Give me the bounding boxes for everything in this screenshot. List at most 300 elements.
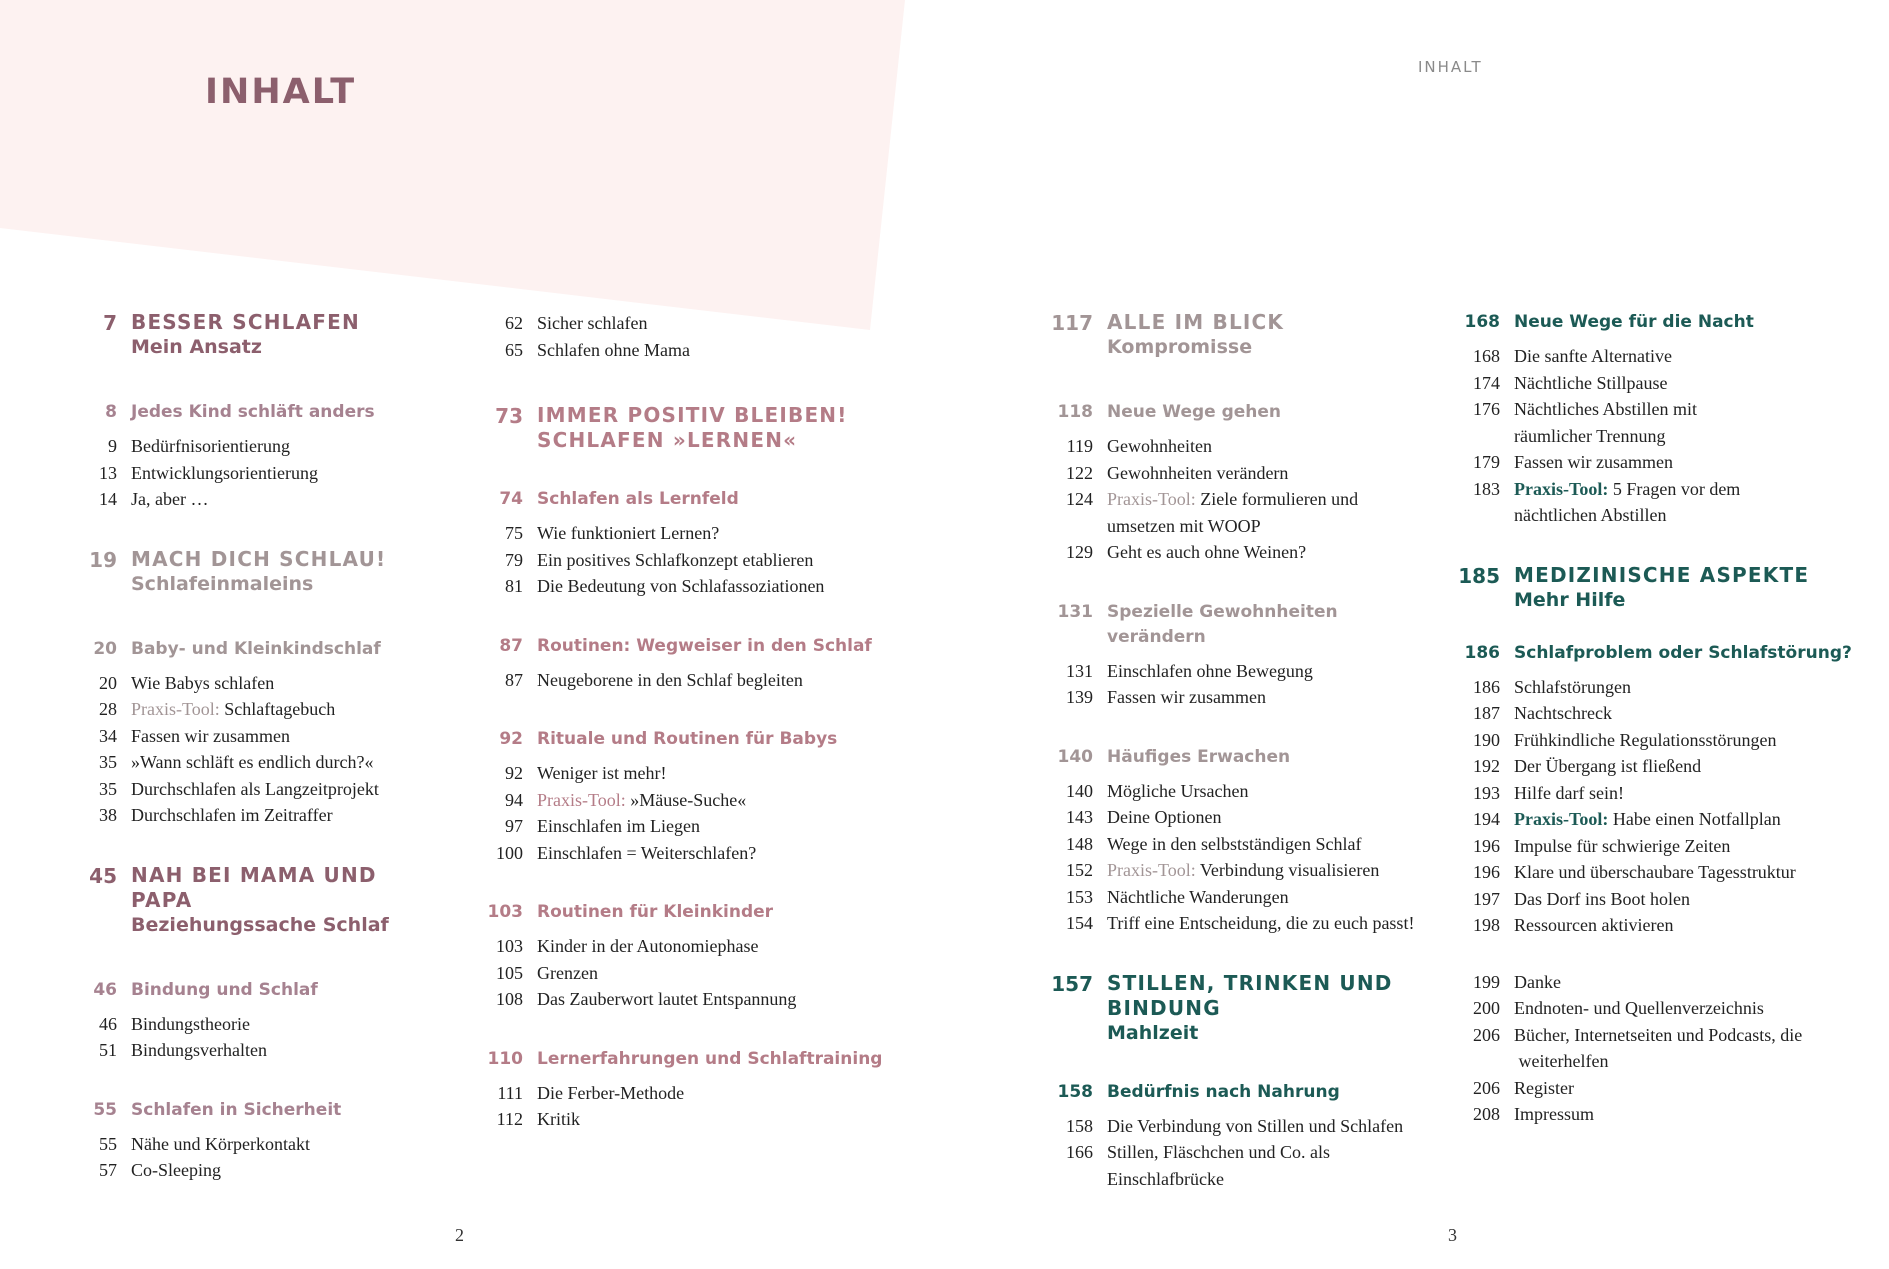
section-title: Bedürfnis nach Nahrung [1107,1081,1340,1102]
chapter-title: NAH BEI MAMA UND PAPA [131,862,377,912]
toc-entry[interactable] [1455,370,1855,397]
toc-entry[interactable] [1455,396,1855,423]
toc-entry[interactable] [1048,486,1433,513]
back-matter-list [1455,969,1855,1128]
toc-entry[interactable] [1455,969,1855,996]
toc-entry[interactable] [478,520,888,547]
entry-page: 154 [1066,913,1093,933]
entry-title: Das Dorf ins Boot holen [1514,888,1690,909]
entry-title: Mögliche Ursachen [1107,780,1249,801]
toc-entry[interactable] [478,840,888,867]
entry-page: 55 [99,1133,117,1154]
section-continued [478,310,888,363]
page-number-right: 3 [1448,1225,1457,1245]
toc-entry[interactable] [1455,449,1855,476]
toc-entry[interactable] [72,1131,432,1158]
section-title: Jedes Kind schläft anders [131,402,375,422]
toc-entry[interactable] [478,337,888,364]
chapter-title: MEDIZINISCHE ASPEKTE [1514,562,1810,587]
chapter-subtitle: Mein Ansatz [131,336,262,358]
toc-entry[interactable] [1048,1139,1433,1166]
section-title: Neue Wege gehen [1107,402,1282,422]
toc-entry[interactable] [1455,995,1855,1022]
entry-page: 152 [1066,860,1093,880]
entry-title: Ressourcen aktivieren [1514,915,1674,935]
entry-page: 13 [99,462,117,483]
section-baby-kleinkindschlaf [72,637,432,829]
entry-title: Kritik [537,1109,580,1129]
toc-entry[interactable] [72,486,432,513]
entry-page: 100 [496,842,523,863]
entry-page: 62 [505,313,523,333]
entry-page: 206 [1473,1077,1500,1098]
entry-title: Gewohnheiten verändern [1107,462,1289,483]
section-neue-wege-nacht [1455,310,1855,529]
entry-page [1048,1166,1093,1193]
toc-entry[interactable] [478,310,888,337]
toc-entry[interactable] [478,813,888,840]
toc-entry[interactable] [1455,1075,1855,1102]
toc-entry[interactable] [1455,727,1855,754]
entry-title: 5 Fragen vor dem [1608,478,1741,499]
section-page-number: 168 [1464,312,1500,332]
toc-entry[interactable] [72,802,432,829]
chapter-title-line-2: SCHLAFEN »LERNEN« [537,428,798,452]
entry-page: 124 [1066,489,1093,509]
entry-page: 103 [496,936,523,956]
entry-title: Wie Babys schlafen [131,672,275,693]
section-heading[interactable] [72,637,432,662]
section-jedes-kind [72,400,432,513]
entry-page: 112 [496,1109,523,1129]
chapter-immer-positiv[interactable] [478,403,888,453]
entry-title: Danke [1514,971,1561,992]
chapter-title: BESSER SCHLAFEN [131,310,360,334]
entry-title: Das Zauberwort lautet Entspannung [537,989,797,1009]
entry-page [1455,423,1500,450]
entry-title: Verbindung visualisieren [1195,860,1380,880]
entry-title: Der Übergang ist fließend [1514,756,1702,776]
entry-title: Grenzen [537,962,598,983]
entry-page: 51 [99,1040,117,1060]
section-title: Schlafproblem oder Schlafstörung? [1514,642,1852,663]
section-rituale-babys [478,727,888,866]
entry-page: 122 [1066,462,1093,483]
toc-entry[interactable] [478,667,888,694]
entry-page: 46 [99,1013,117,1034]
toc-entry[interactable] [1048,460,1433,487]
section-bindung-schlaf [72,978,432,1064]
toc-entry[interactable] [1455,780,1855,807]
entry-title: Wie funktioniert Lernen? [537,523,720,543]
section-page-number: 74 [499,489,523,509]
toc-entry[interactable] [1455,343,1855,370]
entry-title: Endnoten- und Quellenverzeichnis [1514,998,1764,1018]
toc-entry[interactable] [1048,910,1433,937]
toc-entry-continued [1048,513,1433,540]
chapter-page-number: 157 [1051,971,1093,996]
entry-title: Klare und überschaubare Tagesstruktur [1514,862,1796,882]
section-title: Häufiges Erwachen [1107,746,1291,767]
chapter-besser-schlafen[interactable] [72,310,432,360]
chapter-subtitle: Mahlzeit [1107,1021,1199,1044]
entry-page: 81 [505,576,523,596]
entry-title: Nachtschreck [1514,703,1612,723]
section-page-number: 110 [487,1048,523,1069]
chapter-page-number: 185 [1458,563,1500,588]
chapter-title: MACH DICH SCHLAU! [131,546,387,571]
toc-entry[interactable] [72,1037,432,1064]
section-heading[interactable] [72,1098,432,1123]
entry-page: 87 [505,669,523,690]
entry-page: 92 [505,763,523,783]
entry-page: 9 [108,436,117,456]
entry-title: Nächtliche Stillpause [1514,372,1668,393]
toc-entry[interactable] [1048,1113,1433,1140]
section-heading[interactable] [1048,1080,1433,1105]
chapter-page-number: 117 [1051,311,1093,335]
toc-entry[interactable] [72,749,432,776]
section-page-number: 46 [93,979,117,1000]
toc-entry[interactable] [1455,806,1855,833]
entry-title: Einschlafen ohne Bewegung [1107,660,1313,681]
entry-title: Die sanfte Alternative [1514,346,1672,366]
entry-page: 192 [1473,756,1500,776]
entry-title: Gewohnheiten [1107,436,1212,456]
section-page-number: 20 [93,638,117,659]
entry-title: Fassen wir zusammen [1107,687,1266,707]
entry-title: Ziele formulieren und [1195,489,1359,509]
entry-title: Nächtliches Abstillen mit [1514,399,1697,419]
entry-page: 20 [99,672,117,693]
section-page-number: 186 [1464,642,1500,663]
entry-title: Schlafen ohne Mama [537,339,690,360]
chapter-page-number: 73 [495,404,523,428]
toc-entry[interactable] [478,1080,888,1107]
entry-title: Hilfe darf sein! [1514,782,1624,803]
toc-entry-continued [1455,1048,1855,1075]
section-page-number: 158 [1057,1081,1093,1102]
entry-title: Ja, aber … [131,489,209,509]
section-heading[interactable] [1048,745,1433,770]
toc-entry[interactable] [72,1011,432,1038]
toc-entry[interactable] [72,696,432,723]
section-title: Schlafen in Sicherheit [131,1099,342,1120]
entry-page: 193 [1473,782,1500,803]
toc-entry[interactable] [72,1157,432,1184]
section-title: Lernerfahrungen und Schlaftraining [537,1048,883,1069]
toc-entry[interactable] [1048,658,1433,685]
entry-page: 139 [1066,687,1093,707]
section-routinen-kleinkinder [478,900,888,1013]
section-heading[interactable] [72,400,432,425]
chapter-nah-bei-mama[interactable] [72,863,432,938]
toc-entry[interactable] [478,986,888,1013]
entry-page: 79 [505,549,523,570]
entry-page: 35 [99,778,117,799]
section-page-number: 131 [1057,601,1093,622]
chapter-subtitle: Mehr Hilfe [1514,588,1626,611]
entry-title: umsetzen mit WOOP [1107,515,1261,536]
section-heading[interactable] [1048,400,1433,425]
page-number-left: 2 [455,1225,464,1245]
section-beduerfnis-nahrung [1048,1080,1433,1193]
entry-title: Sicher schlafen [537,313,648,333]
entry-page: 196 [1473,862,1500,882]
toc-entry[interactable] [1455,1022,1855,1049]
entry-page: 148 [1066,833,1093,854]
toc-entry[interactable] [478,573,888,600]
entry-page: 108 [496,989,523,1009]
entry-page: 198 [1473,915,1500,935]
toc-entry[interactable] [1455,886,1855,913]
entry-title: Durchschlafen als Langzeitprojekt [131,778,379,799]
entry-page: 208 [1473,1104,1500,1124]
entry-page: 143 [1066,807,1093,827]
entry-title: Schlafstörungen [1514,676,1631,697]
section-heading[interactable] [72,978,432,1003]
entry-page: 158 [1066,1115,1093,1136]
chapter-subtitle: Beziehungssache Schlaf [131,913,389,936]
toc-entry-continued [1048,1166,1433,1193]
section-heading[interactable] [1455,310,1855,335]
entry-title: Bindungsverhalten [131,1040,267,1060]
section-title: Neue Wege für die Nacht [1514,312,1754,332]
toc-entry[interactable] [1455,753,1855,780]
entry-title: Weniger ist mehr! [537,763,667,783]
entry-title: Schlaftagebuch [219,699,336,719]
entry-page: 105 [496,962,523,983]
entry-page: 14 [99,489,117,509]
entry-title: Wege in den selbstständigen Schlaf [1107,833,1362,854]
entry-page: 129 [1066,542,1093,562]
entry-page [1048,513,1093,540]
entry-title: Die Verbindung von Stillen und Schlafen [1107,1115,1404,1136]
entry-page: 153 [1066,886,1093,907]
toc-entry[interactable] [72,723,432,750]
entry-title: Die Ferber-Methode [537,1082,685,1103]
entry-title: Fassen wir zusammen [131,725,290,746]
entry-page: 176 [1473,399,1500,419]
entry-page: 187 [1473,703,1500,723]
section-neue-wege [1048,400,1433,566]
entry-page: 196 [1473,835,1500,856]
praxis-tool-label: Praxis-Tool: [131,699,220,719]
entry-page: 183 [1473,478,1500,499]
section-heading[interactable] [478,727,888,752]
entry-title: nächtlichen Abstillen [1514,505,1667,525]
toc-entry[interactable] [1048,539,1433,566]
toc-entry[interactable] [72,433,432,460]
toc-entry[interactable] [1455,912,1855,939]
toc-entry[interactable] [1048,804,1433,831]
entry-title: Durchschlafen im Zeitraffer [131,805,333,825]
entry-title: Frühkindliche Regulationsstörungen [1514,729,1777,750]
toc-column-1 [72,310,432,1218]
toc-entry[interactable] [478,760,888,787]
entry-title: Neugeborene in den Schlaf begleiten [537,669,803,690]
entry-page: 131 [1066,660,1093,681]
section-page-number: 92 [499,729,523,749]
section-spezielle-gewohnheiten [1048,600,1433,711]
entry-page: 200 [1473,998,1500,1018]
chapter-page-number: 19 [89,547,117,572]
entry-title: Nächtliche Wanderungen [1107,886,1289,907]
section-title: Spezielle Gewohnheiten verändern [1107,601,1338,647]
entry-title: räumlicher Trennung [1514,425,1666,446]
entry-title: Bedürfnisorientierung [131,436,290,456]
entry-page: 34 [99,725,117,746]
section-heading[interactable] [478,634,888,659]
toc-entry[interactable] [72,670,432,697]
chapter-title-line-2: BINDUNG [1107,995,1221,1020]
entry-title: Die Bedeutung von Schlafassoziationen [537,576,825,596]
section-page-number: 118 [1057,402,1093,422]
section-heading[interactable] [478,1047,888,1072]
praxis-tool-label: Praxis-Tool: [1514,478,1609,499]
toc-entry[interactable] [478,933,888,960]
entry-page: 168 [1473,346,1500,366]
section-title: Routinen: Wegweiser in den Schlaf [537,635,872,656]
toc-column-2 [478,310,888,1167]
chapter-mach-dich-schlau[interactable] [72,547,432,597]
entry-page: 38 [99,805,117,825]
toc-entry[interactable] [1048,857,1433,884]
entry-page: 94 [505,789,523,810]
toc-column-4 [1455,310,1855,1162]
entry-page: 194 [1473,809,1500,829]
section-title: Routinen für Kleinkinder [537,902,774,922]
chapter-title: STILLEN, TRINKEN UND [1107,970,1393,995]
entry-title: Kinder in der Autonomiephase [537,936,759,956]
entry-title: Deine Optionen [1107,807,1222,827]
section-heading[interactable] [1455,641,1855,666]
entry-title: »Wann schläft es endlich durch?« [131,752,374,772]
entry-title: Einschlafen im Liegen [537,816,700,836]
entry-title: Geht es auch ohne Weinen? [1107,542,1307,562]
chapter-page-number: 45 [89,863,117,888]
entry-title: Impressum [1514,1104,1594,1124]
entry-page: 174 [1473,372,1500,393]
section-page-number: 140 [1057,746,1093,767]
toc-entry[interactable] [72,460,432,487]
entry-page: 197 [1473,888,1500,909]
entry-title: Nähe und Körperkontakt [131,1133,310,1154]
section-lernerfahrungen [478,1047,888,1133]
toc-entry[interactable] [1455,859,1855,886]
section-title: Rituale und Routinen für Babys [537,729,838,749]
praxis-tool-label: Praxis-Tool: [1514,809,1609,829]
entry-page: 140 [1066,780,1093,801]
section-title: Baby- und Kleinkindschlaf [131,638,381,659]
entry-title: Entwicklungsorientierung [131,462,318,483]
entry-page: 179 [1473,452,1500,472]
section-heading[interactable] [478,900,888,925]
entry-title: Einschlafbrücke [1107,1168,1224,1189]
running-head: INHALT [1418,58,1483,76]
entry-page: 119 [1066,436,1093,456]
section-title: Schlafen als Lernfeld [537,489,739,509]
toc-column-3 [1048,310,1433,1226]
chapter-subtitle: Kompromisse [1107,336,1253,358]
section-page-number: 8 [105,402,117,422]
section-schlafen-lernfeld [478,487,888,600]
toc-entry[interactable] [1455,833,1855,860]
toc-entry[interactable] [478,1106,888,1133]
section-heading[interactable] [1048,600,1433,650]
section-routinen-wegweiser [478,634,888,694]
entry-page: 206 [1473,1024,1500,1045]
entry-title: Bücher, Internetseiten und Podcasts, die [1514,1024,1803,1045]
section-title: Bindung und Schlaf [131,979,318,1000]
toc-entry[interactable] [1048,831,1433,858]
entry-page: 97 [505,816,523,836]
entry-page [1455,1048,1500,1075]
entry-title: weiterhelfen [1514,1051,1609,1071]
entry-title: Einschlafen = Weiterschlafen? [537,842,757,863]
toc-entry-continued [1455,502,1855,529]
entry-page: 57 [99,1160,117,1180]
chapter-medizinische-aspekte[interactable] [1455,563,1855,613]
chapter-alle-im-blick[interactable] [1048,310,1433,360]
section-schlafen-sicherheit [72,1098,432,1184]
entry-title: Co-Sleeping [131,1160,221,1180]
entry-page: 166 [1066,1142,1093,1162]
toc-entry[interactable] [1048,684,1433,711]
entry-page [1455,502,1500,529]
toc-entry[interactable] [1455,476,1855,503]
toc-entry-continued [1455,423,1855,450]
praxis-tool-label: Praxis-Tool: [537,789,626,810]
entry-title: Stillen, Fläschchen und Co. als [1107,1142,1330,1162]
entry-page: 65 [505,339,523,360]
praxis-tool-label: Praxis-Tool: [1107,860,1196,880]
entry-title: Fassen wir zusammen [1514,452,1673,472]
section-heading[interactable] [478,487,888,512]
toc-entry[interactable] [478,547,888,574]
chapter-subtitle: Schlafeinmaleins [131,572,314,595]
section-schlafproblem [1455,641,1855,1128]
chapter-stillen-trinken[interactable] [1048,971,1433,1046]
entry-title: »Mäuse-Suche« [625,789,747,810]
toc-entry[interactable] [478,787,888,814]
page-title: INHALT [205,72,357,112]
toc-entry[interactable] [72,776,432,803]
entry-page: 75 [505,523,523,543]
section-page-number: 103 [487,902,523,922]
chapter-page-number: 7 [103,311,117,335]
toc-entry[interactable] [478,960,888,987]
praxis-tool-label: Praxis-Tool: [1107,489,1196,509]
entry-title: Bindungstheorie [131,1013,250,1034]
section-haeufiges-erwachen [1048,745,1433,937]
toc-entry[interactable] [1455,1101,1855,1128]
toc-entry[interactable] [1048,433,1433,460]
chapter-title: ALLE IM BLICK [1107,310,1285,334]
toc-entry[interactable] [1455,700,1855,727]
toc-entry[interactable] [1048,884,1433,911]
entry-title: Habe einen Notfallplan [1608,809,1781,829]
entry-title: Register [1514,1077,1574,1098]
entry-page: 111 [497,1082,523,1103]
toc-entry[interactable] [1455,674,1855,701]
entry-page: 186 [1473,676,1500,697]
chapter-title: IMMER POSITIV BLEIBEN! [537,403,848,427]
toc-entry[interactable] [1048,778,1433,805]
entry-page: 190 [1473,729,1500,750]
entry-title: Ein positives Schlafkonzept etablieren [537,549,814,570]
entry-title: Impulse für schwierige Zeiten [1514,835,1731,856]
